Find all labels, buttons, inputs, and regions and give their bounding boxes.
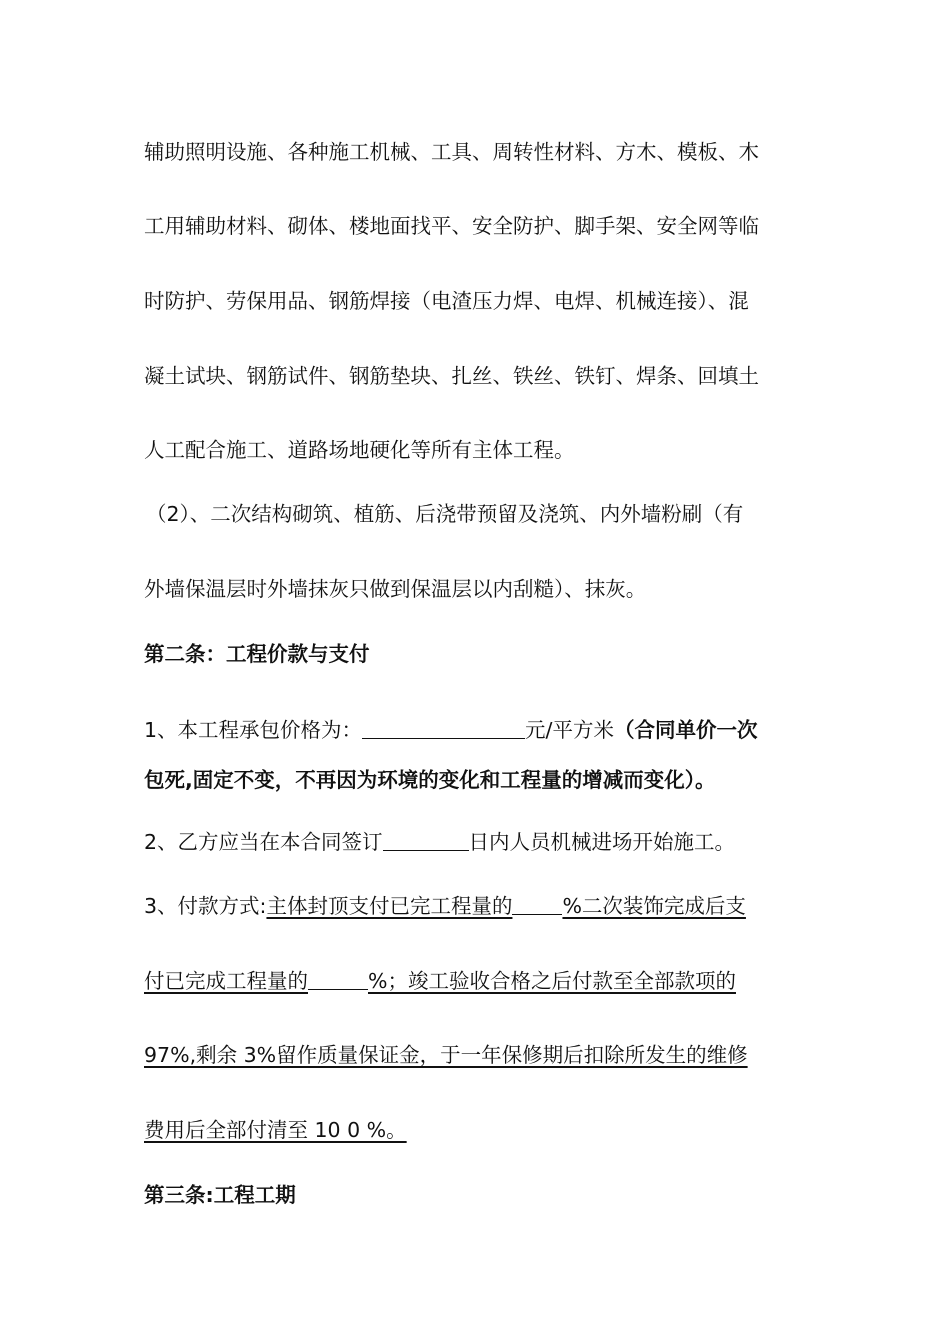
article3-heading: 第三条:工程工期 [144, 1183, 296, 1207]
clause2-line [144, 828, 735, 856]
clause1-line-1 [144, 716, 757, 744]
scope-line-4: 凝土试块、钢筋试件、钢筋垫块、扎丝、铁丝、铁钉、焊条、回填土 [144, 364, 759, 388]
clause3-line-3: 97%,剩余 3%留作质量保证金，于一年保修期后扣除所发生的维修 [144, 1043, 748, 1067]
clause1-line-2: 包死,固定不变，不再因为环境的变化和工程量的增减而变化）。 [144, 768, 716, 792]
clause3-prefix: 3、付款方式: [144, 894, 267, 918]
clause3-text-1a: 主体封顶支付已完工程量的 [266, 894, 513, 918]
scope-line-5: 人工配合施工、道路场地硬化等所有主体工程。 [144, 438, 575, 462]
price-blank-field[interactable] [362, 716, 525, 739]
scope-line-1: 辅助照明设施、各种施工机械、工具、周转性材料、方木、模板、木 [144, 140, 759, 164]
scope-line-3: 时防护、劳保用品、钢筋焊接（电渣压力焊、电焊、机械连接）、混 [144, 289, 749, 313]
article2-heading: 第二条：工程价款与支付 [144, 642, 370, 666]
clause1-bold-1: （合同单价一次 [613, 718, 758, 742]
clause1-unit: 元/平方米 [525, 718, 614, 742]
percent-blank-2[interactable] [308, 967, 368, 990]
percent-blank-1[interactable] [512, 892, 562, 915]
clause2-suffix: 日内人员机械进场开始施工。 [468, 830, 736, 854]
clause3-text-2b: %；竣工验收合格之后付款至全部款项的 [368, 969, 736, 993]
clause3-line-2 [144, 967, 736, 995]
item2-line-1: （2）、二次结构砌筑、植筋、后浇带预留及浇筑、内外墙粉刷（有 [146, 502, 744, 526]
days-blank-field[interactable] [383, 828, 469, 851]
clause3-line-4: 费用后全部付清至 10 0 %。 [144, 1118, 407, 1142]
clause1-prefix: 1、本工程承包价格为： [144, 718, 363, 742]
clause3-text-1b: %二次装饰完成后支 [562, 894, 746, 918]
item2-line-2: 外墙保温层时外墙抹灰只做到保温层以内刮糙）、抹灰。 [144, 577, 647, 601]
clause3-line-1 [144, 892, 746, 920]
clause2-prefix: 2、乙方应当在本合同签订 [144, 830, 383, 854]
scope-line-2: 工用辅助材料、砌体、楼地面找平、安全防护、脚手架、安全网等临 [144, 214, 759, 238]
clause3-text-2a: 付已完成工程量的 [144, 969, 308, 993]
